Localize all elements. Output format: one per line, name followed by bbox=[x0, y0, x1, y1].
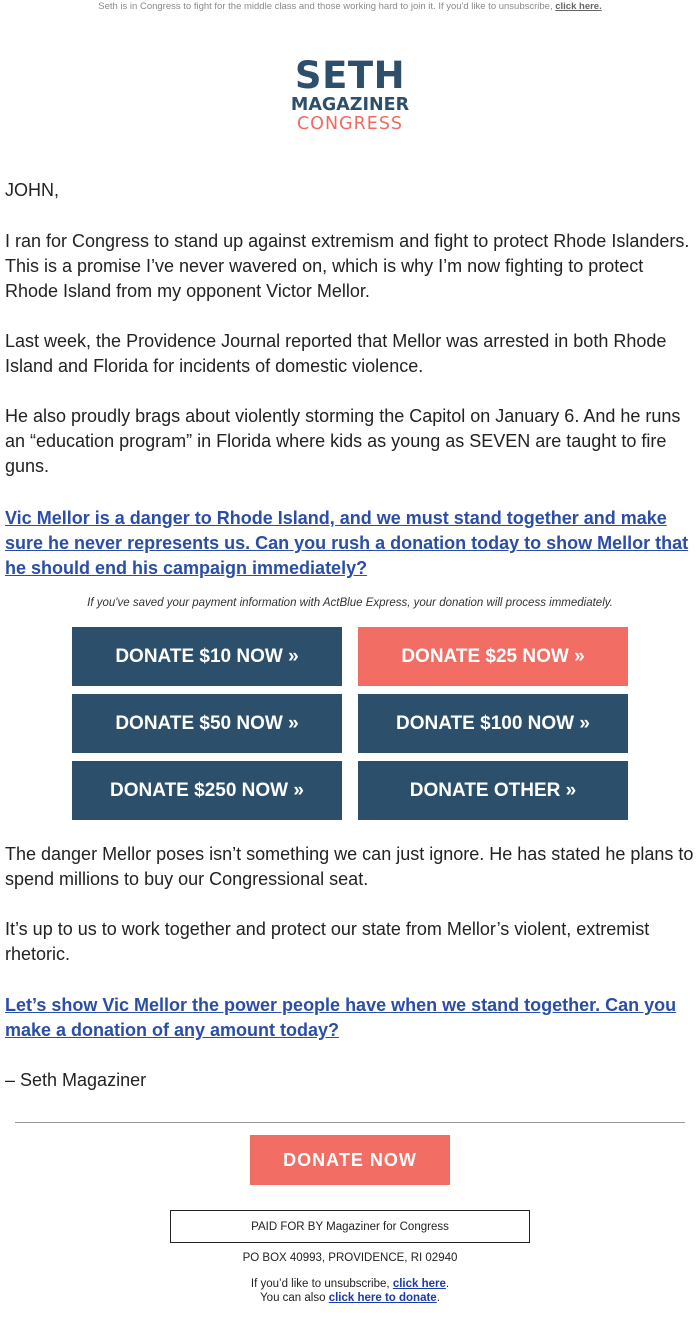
footer-unsubscribe-text: If you’d like to unsubscribe, bbox=[250, 1278, 390, 1290]
footer-unsubscribe-line bbox=[0, 1277, 700, 1291]
preheader-unsubscribe-link[interactable]: click here. bbox=[555, 1, 602, 12]
preheader bbox=[0, 1, 700, 12]
footer-donate-line bbox=[0, 1291, 700, 1305]
donate-link-paragraph-1 bbox=[5, 506, 697, 581]
paragraph-1: I ran for Congress to stand up against extremism and fight to protect Rhode Islanders. This is a promise I’ve never wavered on, which is why I’m now fighting to protect Rhode Island from my opponent Victor Mellor. bbox=[5, 231, 690, 301]
donate-link-1[interactable]: Vic Mellor is a danger to Rhode Island, and we must stand together and make sure he never represents us. Can you rush a donation today to show Mellor that he should end his campaign immediately? bbox=[5, 508, 689, 578]
paragraph-4: The danger Mellor poses isn’t something we can just ignore. He has stated he plans to spend millions to buy our Congressional seat. bbox=[5, 844, 694, 889]
mailing-address: PO BOX 40993, PROVIDENCE, RI 02940 bbox=[242, 1252, 458, 1264]
donate-10-button[interactable]: DONATE $10 NOW » bbox=[72, 627, 342, 686]
paid-for-text: PAID FOR BY Magaziner for Congress bbox=[251, 1220, 449, 1233]
paragraph-2: Last week, the Providence Journal reported that Mellor was arrested in both Rhode Island and Florida for incidents of domestic violence. bbox=[5, 331, 667, 376]
greeting: JOHN, bbox=[5, 180, 59, 200]
footer-donate-link[interactable]: click here to donate bbox=[328, 1292, 437, 1304]
footer-unsubscribe-link[interactable]: click here bbox=[392, 1278, 446, 1290]
donate-50-button[interactable]: DONATE $50 NOW » bbox=[72, 694, 342, 753]
signoff: – Seth Magaziner bbox=[5, 1070, 147, 1090]
footer-period: . bbox=[436, 1292, 440, 1304]
donate-link-2[interactable]: Let’s show Vic Mellor the power people have when we stand together. Can you make a donation of any amount today? bbox=[5, 995, 677, 1040]
actblue-express-note: If you've saved your payment information with ActBlue Express, your donation will process immediately. bbox=[87, 597, 613, 609]
preheader-text: Seth is in Congress to fight for the middle class and those working hard to join it. If you'd like to unsubscribe, bbox=[98, 1, 553, 12]
logo-line-magaziner: MAGAZINER bbox=[290, 95, 410, 115]
donate-other-button[interactable]: DONATE OTHER » bbox=[358, 761, 628, 820]
campaign-logo bbox=[250, 56, 450, 134]
donate-100-button[interactable]: DONATE $100 NOW » bbox=[358, 694, 628, 753]
footer-period: . bbox=[445, 1278, 450, 1290]
donate-250-button[interactable]: DONATE $250 NOW » bbox=[72, 761, 342, 820]
paragraph-3: He also proudly brags about violently storming the Capitol on January 6. And he runs an “education program” in Florida where kids as young as SEVEN are taught to fire guns. bbox=[5, 406, 681, 476]
footer-donate-text: You can also bbox=[260, 1292, 326, 1304]
donate-link-paragraph-2 bbox=[5, 993, 697, 1043]
divider bbox=[15, 1122, 685, 1123]
paragraph-5: It’s up to us to work together and protect our state from Mellor’s violent, extremist rhetoric. bbox=[5, 919, 650, 964]
logo-line-seth: SETH bbox=[294, 54, 406, 97]
paid-for-box bbox=[170, 1210, 530, 1243]
donate-now-button[interactable]: DONATE NOW bbox=[250, 1135, 450, 1185]
donate-25-button[interactable]: DONATE $25 NOW » bbox=[358, 627, 628, 686]
logo-line-congress: CONGRESS bbox=[296, 114, 404, 134]
